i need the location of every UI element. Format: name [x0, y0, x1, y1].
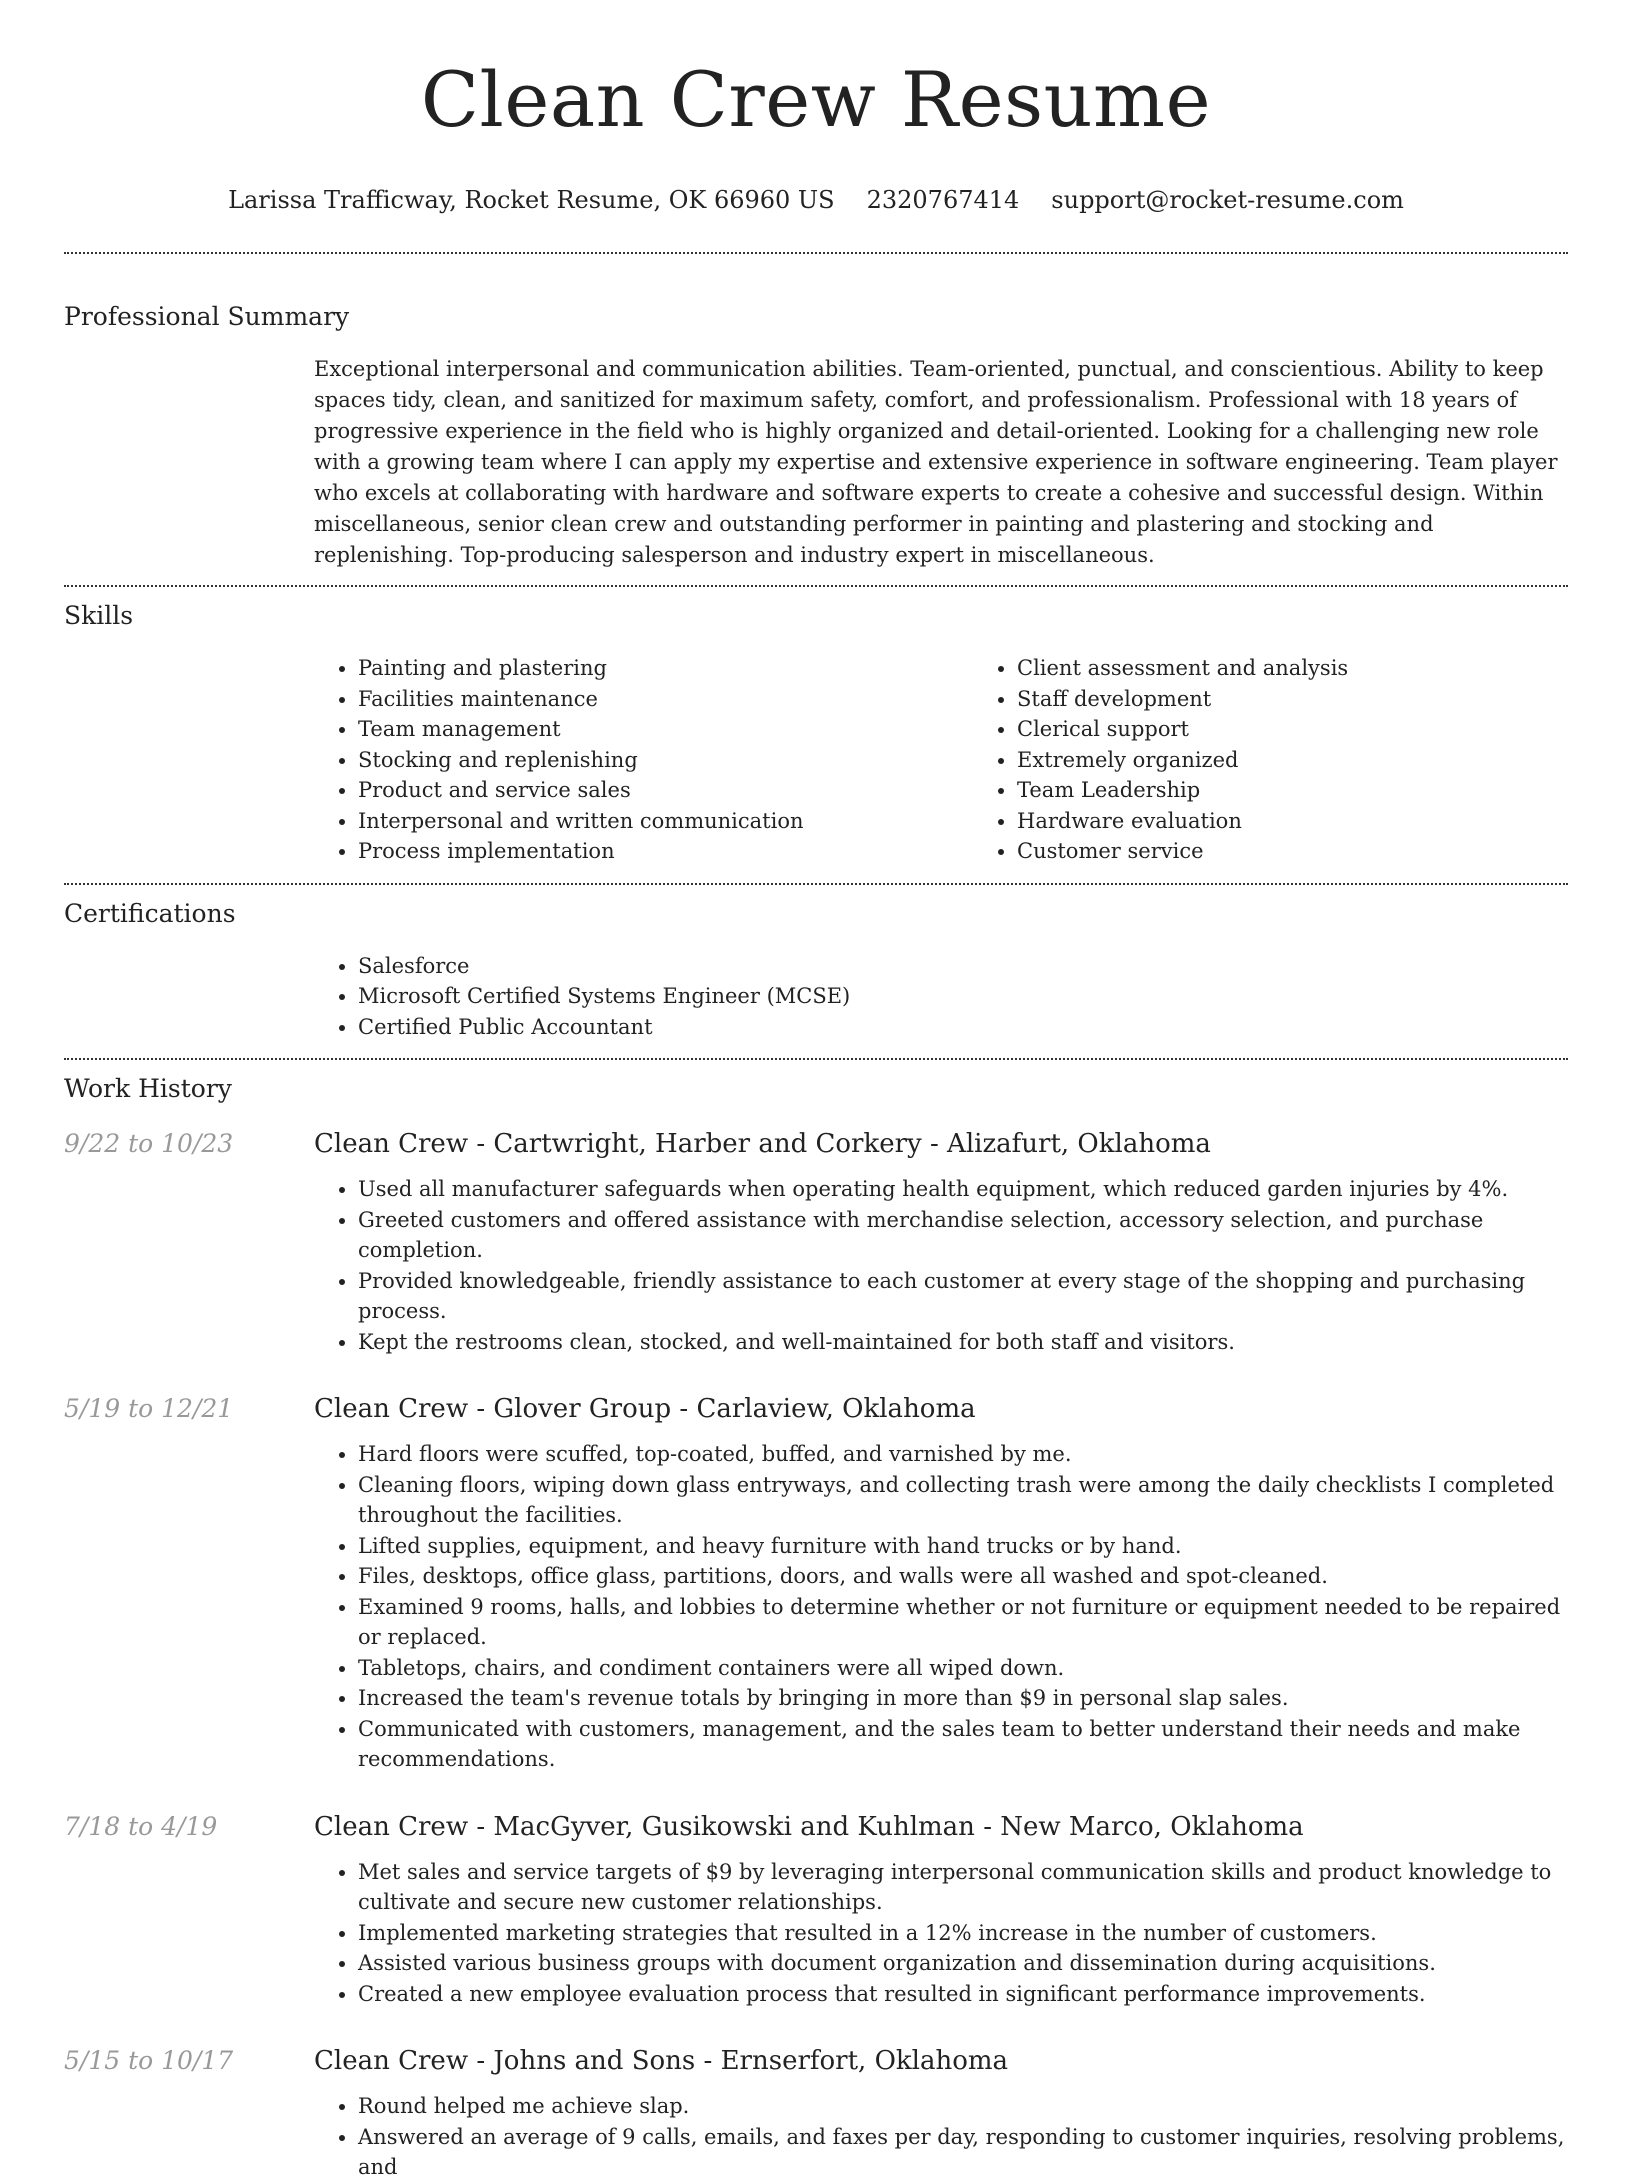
job-title: Clean Crew - Glover Group - Carlaview, Oklahoma — [314, 1394, 976, 1424]
job-dates: 5/15 to 10/17 — [64, 2046, 234, 2075]
job-bullet: • Cleaning floors, wiping down glass entryways, and collecting trash were among the daily checklists I completed throughout the facilities. — [358, 1470, 1568, 1531]
job-entry — [64, 2043, 1568, 2183]
summary-section — [0, 254, 1632, 571]
skills-section — [0, 587, 1632, 867]
skill-item: • Stocking and replenishing — [358, 745, 973, 776]
skill-item: • Customer service — [1017, 836, 1632, 867]
contact-address: Larissa Trafficway, Rocket Resume, OK 66960 US — [228, 186, 835, 214]
job-bullets — [314, 1439, 1568, 1775]
job-entry — [64, 1809, 1568, 2010]
work-history-heading: Work History — [64, 1074, 232, 1103]
certifications-heading: Certifications — [64, 898, 236, 928]
work-history-section — [0, 1060, 1632, 2183]
job-title: Clean Crew - MacGyver, Gusikowski and Kuhlman - New Marco, Oklahoma — [314, 1811, 1304, 1842]
job-bullets — [314, 2091, 1568, 2183]
job-bullet: • Answered an average of 9 calls, emails, and faxes per day, responding to customer inquiries, resolving problems, and — [358, 2122, 1568, 2183]
contact-email: support@rocket-resume.com — [1051, 186, 1404, 214]
job-bullet: • Hard floors were scuffed, top-coated, buffed, and varnished by me. — [358, 1439, 1568, 1470]
resume-header — [0, 0, 1632, 216]
certification-item: • Salesforce — [358, 951, 1568, 982]
job-bullet: • Examined 9 rooms, halls, and lobbies to determine whether or not furniture or equipment needed to be repaired or replaced. — [358, 1592, 1568, 1653]
skill-item: • Painting and plastering — [358, 653, 973, 684]
job-bullet: • Provided knowledgeable, friendly assistance to each customer at every stage of the shopping and purchasing process. — [358, 1266, 1568, 1327]
job-bullet: • Round helped me achieve slap. — [358, 2091, 1568, 2122]
job-entry — [64, 1391, 1568, 1775]
job-title: Clean Crew - Cartwright, Harber and Corkery - Alizafurt, Oklahoma — [314, 1129, 1211, 1159]
skill-item: • Facilities maintenance — [358, 684, 973, 715]
job-bullet: • Communicated with customers, management, and the sales team to better understand their needs and make recommendations. — [358, 1714, 1568, 1775]
job-bullet: • Files, desktops, office glass, partitions, doors, and walls were all washed and spot-cleaned. — [358, 1561, 1568, 1592]
job-entry — [64, 1126, 1568, 1357]
skill-item: • Team management — [358, 714, 973, 745]
skill-item: • Interpersonal and written communication — [358, 806, 973, 837]
job-bullet: • Greeted customers and offered assistance with merchandise selection, accessory selection, and purchase completion. — [358, 1205, 1568, 1266]
resume-title: Clean Crew Resume — [420, 55, 1212, 144]
job-dates: 7/18 to 4/19 — [64, 1811, 218, 1841]
summary-heading: Professional Summary — [64, 302, 350, 331]
certifications-list — [314, 951, 1568, 1043]
job-bullet: • Assisted various business groups with document organization and dissemination during acquisitions. — [358, 1948, 1568, 1979]
job-bullet: • Lifted supplies, equipment, and heavy furniture with hand trucks or by hand. — [358, 1531, 1568, 1562]
job-bullet: • Increased the team's revenue totals by bringing in more than $9 in personal slap sales. — [358, 1683, 1568, 1714]
skills-list-right — [973, 653, 1632, 867]
certification-item: • Microsoft Certified Systems Engineer (MCSE) — [358, 981, 1568, 1012]
certifications-section — [0, 885, 1632, 1043]
skill-item: • Client assessment and analysis — [1017, 653, 1632, 684]
job-bullets — [314, 1174, 1568, 1357]
skill-item: • Staff development — [1017, 684, 1632, 715]
certification-item: • Certified Public Accountant — [358, 1012, 1568, 1043]
job-bullet: • Met sales and service targets of $9 by leveraging interpersonal communication skills and product knowledge to cultivate and secure new customer relationships. — [358, 1857, 1568, 1918]
job-bullet: • Created a new employee evaluation process that resulted in significant performance improvements. — [358, 1979, 1568, 2010]
job-dates: 9/22 to 10/23 — [64, 1129, 234, 1158]
job-title: Clean Crew - Johns and Sons - Ernserfort, Oklahoma — [314, 2046, 1009, 2076]
skill-item: • Clerical support — [1017, 714, 1632, 745]
job-bullet: • Implemented marketing strategies that resulted in a 12% increase in the number of customers. — [358, 1918, 1568, 1949]
skill-item: • Process implementation — [358, 836, 973, 867]
job-dates: 5/19 to 12/21 — [64, 1394, 234, 1423]
job-bullet: • Tabletops, chairs, and condiment containers were all wiped down. — [358, 1653, 1568, 1684]
skill-item: • Extremely organized — [1017, 745, 1632, 776]
contact-info — [0, 184, 1632, 216]
skills-list-left — [314, 653, 973, 867]
contact-phone: 2320767414 — [866, 186, 1020, 214]
summary-text: Exceptional interpersonal and communication abilities. Team-oriented, punctual, and conscientious. Ability to keep spaces tidy, clean, and sanitized for maximum safety, comfort, and professionalism. Professional with 18 years of progressive experience in the field who is highly organized and detail-oriented. Looking for a challenging new role with a growing team where I can apply my expertise and extensive experience in software engineering. Team player who excels at collaborating with hardware and software experts to create a cohesive and successful design. Within miscellaneous, senior clean crew and outstanding performer in painting and plastering and stocking and replenishing. Top-producing salesperson and industry expert in miscellaneous. — [314, 357, 1558, 567]
skill-item: • Product and service sales — [358, 775, 973, 806]
skill-item: • Team Leadership — [1017, 775, 1632, 806]
skills-heading: Skills — [64, 601, 134, 630]
job-bullets — [314, 1857, 1568, 2010]
job-bullet: • Used all manufacturer safeguards when operating health equipment, which reduced garden injuries by 4%. — [358, 1174, 1568, 1205]
job-bullet: • Kept the restrooms clean, stocked, and well-maintained for both staff and visitors. — [358, 1327, 1568, 1358]
skill-item: • Hardware evaluation — [1017, 806, 1632, 837]
